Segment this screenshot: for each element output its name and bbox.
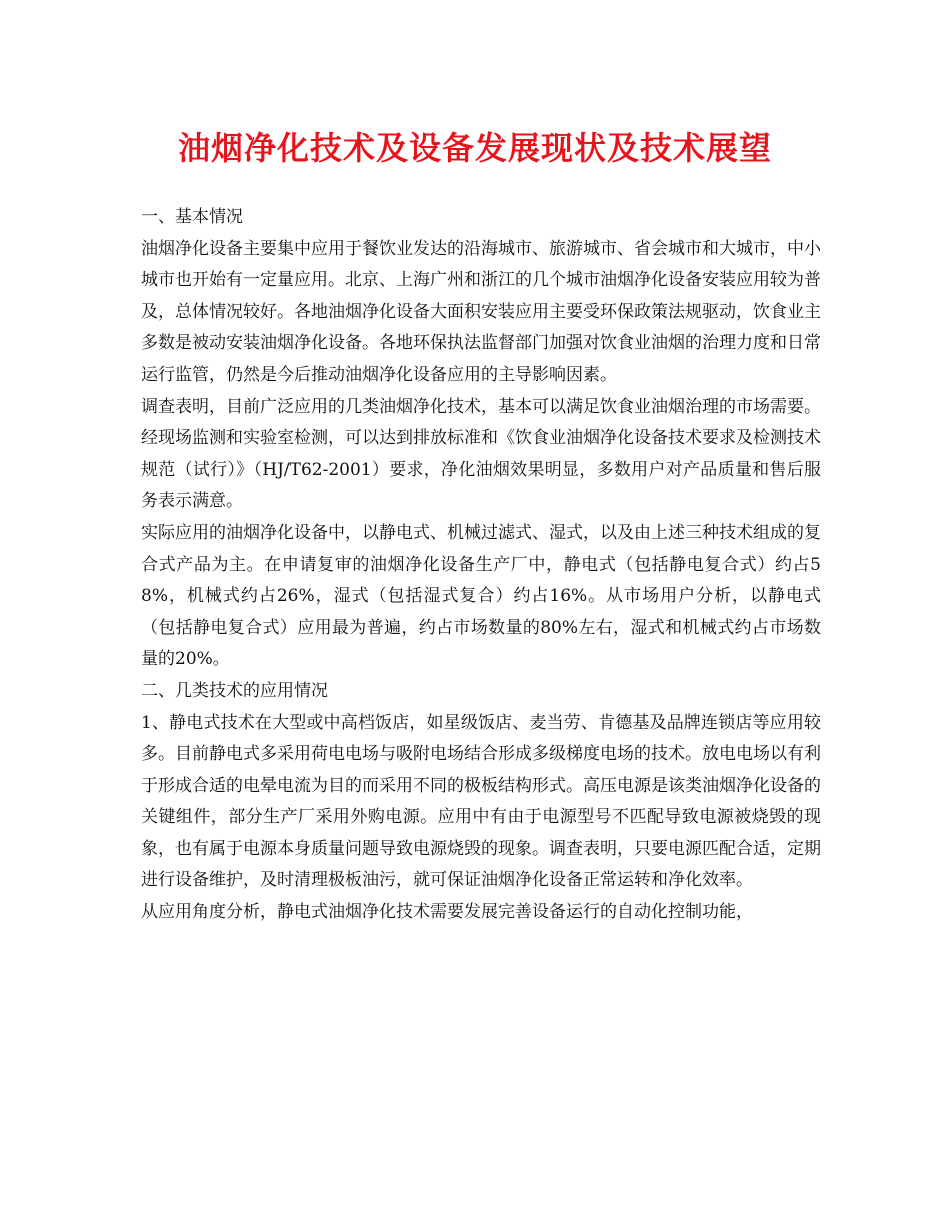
- section-heading-applications: 二、几类技术的应用情况: [141, 680, 328, 701]
- paragraph-survey: 调查表明，目前广泛应用的几类油烟净化技术，基本可以满足饮食业油烟治理的市场需要。经现场监测和实验室检测，可以达到排放标准和《饮食业油烟净化设备技术要求及检测技术规范（试行）》（HJ/T62-2001）要求，净化油烟效果明显，多数用户对产品质量和售后服务表示满意。: [141, 396, 821, 512]
- paragraph-application-analysis: 从应用角度分析，静电式油烟净化技术需要发展完善设备运行的自动化控制功能，: [141, 902, 753, 923]
- document-body: [141, 202, 821, 929]
- paragraph-electrostatic: 1、静电式技术在大型或中高档饭店，如星级饭店、麦当劳、肯德基及品牌连锁店等应用较多。目前静电式多采用荷电电场与吸附电场结合形成多级梯度电场的技术。放电电场以有利于形成合适的电晕电流为目的而采用不同的极板结构形式。高压电源是该类油烟净化设备的关键组件，部分生产厂采用外购电源。应用中有由于电源型号不匹配导致电源被烧毁的现象，也有属于电源本身质量问题导致电源烧毁的现象。调查表明，只要电源匹配合适，定期进行设备维护，及时清理极板油污，就可保证油烟净化设备正常运转和净化效率。: [141, 712, 821, 891]
- document-title: 油烟净化技术及设备发展现状及技术展望: [177, 129, 772, 167]
- section-heading-basic-situation: 一、基本情况: [141, 207, 243, 227]
- paragraph-market-share: 实际应用的油烟净化设备中，以静电式、机械过滤式、湿式，以及由上述三种技术组成的复合式产品为主。在申请复审的油烟净化设备生产厂中，静电式（包括静电复合式）约占58%，机械式约占26%，湿式（包括湿式复合）约占16%。从市场用户分析，以静电式（包括静电复合式）应用最为普遍，约占市场数量的80%左右，湿式和机械式约占市场数量的20%。: [141, 522, 821, 670]
- paragraph-overview: 油烟净化设备主要集中应用于餐饮业发达的沿海城市、旅游城市、省会城市和大城市，中小城市也开始有一定量应用。北京、上海广州和浙江的几个城市油烟净化设备安装应用较为普及，总体情况较好。各地油烟净化设备大面积安装应用主要受环保政策法规驱动，饮食业主多数是被动安装油烟净化设备。各地环保执法监督部门加强对饮食业油烟的治理力度和日常运行监管，仍然是今后推动油烟净化设备应用的主导影响因素。: [141, 238, 821, 385]
